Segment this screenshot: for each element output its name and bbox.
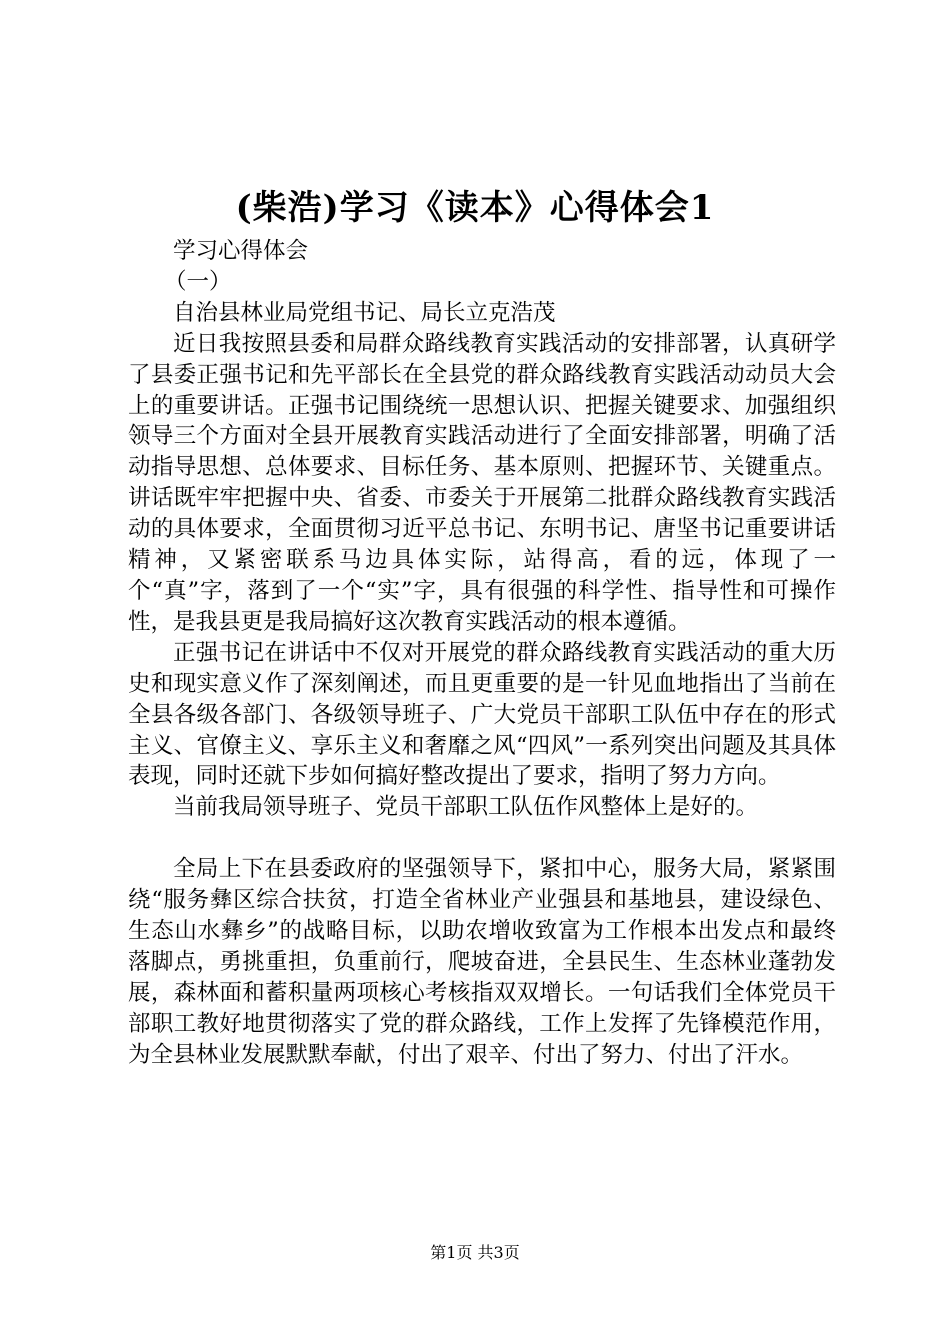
author-line: 自治县林业局党组书记、局长立克浩茂 [173, 299, 556, 326]
body-paragraph: 当前我局领导班子、党员干部职工队伍作风整体上是好的。 [173, 794, 759, 821]
document-title: (柴浩)学习《读本》心得体会1 [235, 188, 715, 228]
body-paragraph: 全局上下在县委政府的坚强领导下，紧扣中心，服务大局，紧紧围绕“服务彝区综合扶贫，打造全省林业产业强县和基地县，建设绿色、生态山水彝乡”的战略目标，以助农增收致富为工作根本出发点和最终落脚点，勇挑重担，负重前行，爬坡奋进，全县民生、生态林业蓬勃发展，森林面和蓄积量两项核心考核指双双增长。一句话我们全体党员干部职工教好地贯彻落实了党的群众路线，工作上发挥了先锋模范作用，为全县林业发展默默奉献，付出了艰辛、付出了努力、付出了汗水。 [128, 856, 836, 1068]
body-paragraph: 近日我按照县委和局群众路线教育实践活动的安排部署，认真研学了县委正强书记和先平部长在全县党的群众路线教育实践活动动员大会上的重要讲话。正强书记围绕统一思想认识、把握关键要求、加强组织领导三个方面对全县开展教育实践活动进行了全面安排部署，明确了活动指导思想、总体要求、目标任务、基本原则、把握环节、关键重点。讲话既牢牢把握中央、省委、市委关于开展第二批群众路线教育实践活动的具体要求，全面贯彻习近平总书记、东明书记、唐坚书记重要讲话精神，又紧密联系马边具体实际，站得高，看的远，体现了一个“真”字，落到了一个“实”字，具有很强的科学性、指导性和可操作性，是我县更是我局搞好这次教育实践活动的根本遵循。 [128, 330, 836, 635]
section-heading: 学习心得体会 [173, 238, 309, 264]
section-number: （一） [164, 268, 232, 295]
document-body [128, 236, 836, 1071]
page-footer: 第1页 共3页 [430, 1243, 520, 1262]
body-paragraph: 正强书记在讲话中不仅对开展党的群众路线教育实践活动的重大历史和现实意义作了深刻阐述，而且更重要的是一针见血地指出了当前在全县各级各部门、各级领导班子、广大党员干部职工队伍中存在的形式主义、官僚主义、享乐主义和奢靡之风“四风”一系列突出问题及其具体表现，同时还就下步如何搞好整改提出了要求，指明了努力方向。 [128, 639, 836, 790]
